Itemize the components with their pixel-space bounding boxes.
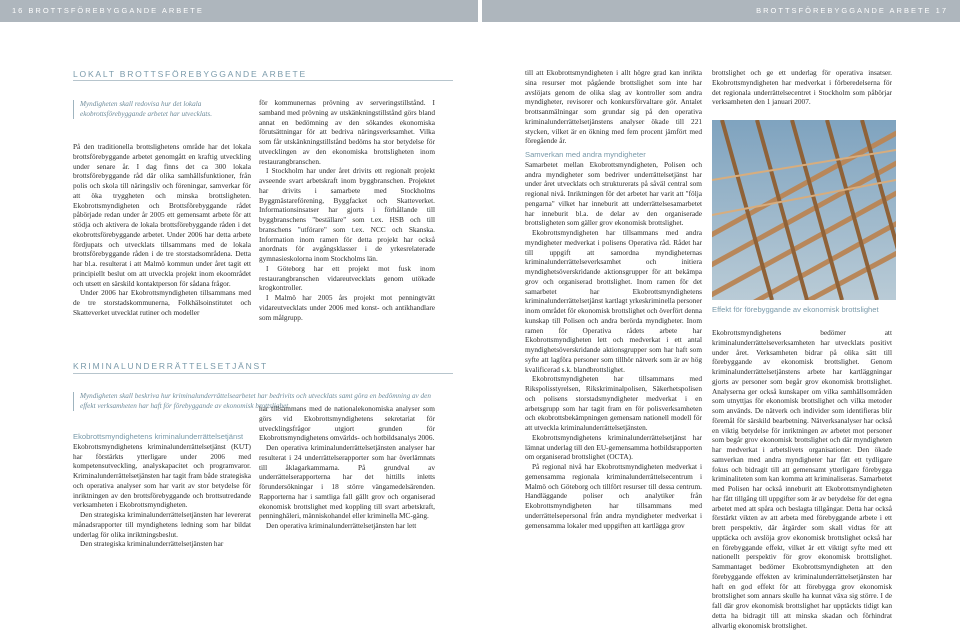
paragraph: har tillsammans med de nationalekonomiska analyser som görs vid Ekobrottsmyndighetens sekretariat för utvecklingsfrågor utgjort grunden för Ekobrottsmyndighetens omvärlds- och hotbildsanalys 2006. <box>259 404 435 443</box>
section-title-lokalt: LOKALT BROTTSFÖREBYGGANDE ARBETE <box>73 69 307 79</box>
paragraph: På den traditionella brottslighetens område har det lokala brottsförebyggande arbetet genomgått en kraftig utveckling under senare år. I dag finns det ca 300 lokala brottsförebyggande råd där olika samhällsfunktioner, från polis och skola till näringsliv och föreningar, samverkar för att öka tryggheten och minska brottsligheten. Ekobrottsmyndigheten och Brottsförebyggande rådet påbörjade redan under år 2005 ett gemensamt arbete för att stödja och aktivera de lokala brottsförebyggande råden i det ekobrottsförebyggande arbetet. Under 2006 har detta arbete fördjupats och utvecklats tillsammans med de lokala brottsförebyggande råden i de tre storstadsområdena. Detta har bl.a. resulterat i att Malmö kommun under året tagit ett principiellt beslut om att utveckla projekt inom ekoområdet och utsett en särskild kontaktperson för sådana frågor. <box>73 142 251 288</box>
section-divider <box>73 80 453 81</box>
header-left-text: 16 BROTTSFÖREBYGGANDE ARBETE <box>12 6 204 15</box>
paragraph: Den strategiska kriminalunderrättelsetjänsten har levererat månadsrapporter till myndighetens ledning som har bildat underlag för olika inriktningsbeslut. <box>73 510 251 539</box>
page-header-left <box>0 0 478 22</box>
text-column-2 <box>259 98 435 322</box>
paragraph: Ekobrottsmyndighetens bedömer att kriminalunderrättelseverksamheten har utvecklats positivt under året. Verksamheten bidrar på olika sätt till förebyggande av ekonomisk brottslighet. Genom kriminalunderrättelsetjänstens arbete har kartläggningar gjorts av personer som begår grov ekonomisk brottslighet. Analyserna ger också kunskaper om vilka samhällsområden som utnyttjas för ekonomisk brottslighet och vilka metoder som används. De nätverk och individer som identifieras blir föremål för särskild bearbetning. Nätverksanalyser har också en viktig betydelse för inriktningen av arbetet mot personer som begår grov ekonomisk brottslighet och där myndigheten har medverkat i arbetslivets organisationer. Den ökade samverkan med andra myndigheter har fått ett tydligare fokus och bidragit till att gemensamt ytterligare förebygga kriminaliteten som kan komma att kriminaliseras. Samarbetet med Polisen har också inneburit att Ekobrottsmyndigheten har fått tillgång till uppgifter som är av betydelse för det egna arbetet med att spåra och beslagta tillgångar. Detta har också förstärkt vikten av att arbeta med förebyggande arbete i ett brett perspektiv, där åtgärder som skall vidtas för att upptäcka och avslöja grov ekonomisk brottslighet också har en förebyggande effekt, vilket är ett viktigt syfte med ett nationellt perspektiv för grov ekonomisk brottslighet. Sammantaget bedömer Ekobrottsmyndigheten att den förebyggande effekten av kriminalunderrättelsetjänsten har haft en god effekt för att förebygga grov ekonomisk brottslighet som annars skulle ha kunnat växa sig större. I de fall där grov ekonomisk brottslighet har upptäckts tidigt kan detta ha bidragit till att minska skadan och förhindrat allvarlig ekonomisk brottslighet. <box>712 328 892 630</box>
section-intro: Myndigheten skall beskriva hur kriminalunderrättelsearbetet har bedrivits och utvecklats samt göra en bedömning av den effekt verksamheten har haft för förebyggande av ekonomisk brottslighet. <box>73 392 435 411</box>
subheading: Ekobrottsmyndighetens kriminalunderrättelsetjänst <box>73 432 244 441</box>
paragraph: Ekobrottsmyndigheten har tillsammans med andra myndigheter medverkat i polisens Operativa råd. Rådet har till uppgift att samordna myndigheternas kriminalunderrättelseverksamhet och initiera myndighetsöverskridande aktionsgrupper för att bekämpa grov och organiserad brottslighet. Inom ramen för det samarbetet har Ekobrottsmyndighetens kriminalunderrättelsetjänst kartlagt yrkeskriminella personer inom området för ekonomisk brottslighet och överfört denna kunskap till Polisen och andra berörda myndigheter. Inom ramen för Operativa rådets arbete har Ekobrottsmyndigheten lett och medverkat i ett antal myndighetsöverskridande aktionsgrupper som har haft som syfte att lagföra personer som tillhör nätverk som är av hög kvalificerad s.k. blandbrottslighet. <box>525 228 702 374</box>
paragraph: Ekobrottsmyndighetens kriminalunderrättelsetjänst (KUT) har förstärkts ytterligare under 2006 med kompetensutveckling, analyskapacitet och programvaror. Kriminalunderrättelsetjänsten har tagit fram både strategiska och operativa analyser som har varit av stor betydelse för inriktningen av den brottsförebyggande och brottsutredande verksamheten i Ekobrottsmyndigheten. <box>73 441 251 510</box>
paragraph: för kommunernas prövning av serveringstillstånd. I samband med prövning av utskänkningstillstånd görs bland annat en bedömning av den sökandes ekonomiska förutsättningar för att bedriva näringsverksamhet. Vilka som får utskänkningstillstånd bedöms ha stor betydelse för utvecklingen av den ekonomiska brottsligheten inom restaurangbranschen. <box>259 98 435 166</box>
construction-photo <box>712 120 896 300</box>
text-column-2b <box>259 404 435 531</box>
paragraph: I Göteborg har ett projekt mot fusk inom restaurangbranschen vidareutvecklats genom utökade krogkontroller. <box>259 263 435 293</box>
page-header-right <box>482 0 960 22</box>
photo-caption: Effekt för förebyggande av ekonomisk brottslighet <box>712 305 879 314</box>
paragraph: Ekobrottsmyndighetens kriminalunderrättelsetjänst har lämnat underlag till den EU-gemensamma hotbildsrapporten om organiserad brottslighet (OCTA). <box>525 432 702 462</box>
paragraph: Under 2006 har Ekobrottsmyndigheten tillsammans med de tre storstadskommunerna, Folkhälsoinstitutet och Skatteverket utvecklat rutiner och modeller <box>73 288 251 317</box>
text-column-4b <box>712 328 892 630</box>
timber-frame-image <box>712 120 896 300</box>
paragraph: Den operativa kriminalunderrättelsetjänsten har lett <box>266 521 417 530</box>
section-intro: Myndigheten skall redovisa hur det lokala ekobrottsförebyggande arbetet har utvecklats. <box>73 100 253 119</box>
paragraph: Samarbetet mellan Ekobrottsmyndigheten, Polisen och andra myndigheter som bedriver underrättelsetjänst har under året utvecklats och strukturerats på såväl central som regional nivå. Inriktningen för det arbetet har varit att "följa pengarna" vilket har inneburit att underrättelsesamarbetet har inneburit bl.a. de delar av den organiserade brottsligheten som gäller grov ekonomisk brottslighet. <box>525 159 702 228</box>
paragraph: till att Ekobrottsmyndigheten i allt högre grad kan inrikta sina resurser mot pågående brottslighet som inte har avslöjats genom de olika slag av kontroller som andra myndigheter, revisorer och konkursförvaltare gör. Antalet brottsanmälningar som grundar sig på den operativa kriminalunderrättelsetjänstens analyser ökade till 221 stycken, vilket är en ökning med fem procent jämfört med föregående år. <box>525 68 702 146</box>
text-column-3 <box>525 68 702 530</box>
header-right-text: BROTTSFÖREBYGGANDE ARBETE 17 <box>756 6 948 15</box>
text-column-4 <box>712 68 892 107</box>
subheading: Samverkan med andra myndigheter <box>525 150 646 159</box>
section-divider <box>73 373 453 374</box>
paragraph: I Stockholm har under året drivits ett regionalt projekt avseende svart arbetskraft inom byggbranschen. Projektet har drivits i samarbete med Stockholms Byggmästareförening, Byggfacket och Skatteverket. Informationsinsatser har gjorts i förhållande till byggbranschens "beställare" som t.ex. HSB och till branschens "utförare" som t.ex. NCC och Skanska. Information inom ramen för detta projekt har också anordnats för avgångsklasser i de yrkesrelaterade gymnasieskolorna inom Stockholms län. <box>259 166 435 263</box>
paragraph: Den operativa kriminalunderrättelsetjänsten analyser har resulterat i 24 underrättelserapporter som har överlämnats till åklagarkammarna. På grundval av underrättelserapporterna har det hittills inletts förundersökningar i 18 större vängamedelsärenden. Rapporterna har i samtliga fall gällt grov och organiserad ekonomisk brottslighet med koppling till svart arbetskraft, penninghäleri, människohandel eller kriminella MC-gäng. <box>259 443 435 521</box>
paragraph: Den strategiska kriminalunderrättelsetjänsten har <box>80 539 224 549</box>
paragraph: brottslighet och ge ett underlag för operativa insatser. Ekobrottsmyndigheten har medverkat i förberedelserna för det regionala underrättelsecentret i Stockholm som påbörjar verksamheten den 1 januari 2007. <box>712 68 892 107</box>
paragraph: På regional nivå har Ekobrottsmyndigheten medverkat i gemensamma regionala kriminalunderrättelsecentrum i Malmö och Göteborg och tillfört resurser till dessa centrum. Handläggande poliser och analytiker från Ekobrottsmyndigheten har tillsammans med underrättelsepersonal från andra myndigheter medverkat i gemensamma lokaler med uppgiften att kartlägga grov <box>525 462 702 530</box>
section-title-kriminalunderrattelsetjanst: KRIMINALUNDERRÄTTELSETJÄNST <box>73 361 269 371</box>
text-column-1 <box>73 142 251 318</box>
paragraph: I Malmö har 2005 års projekt mot penningtvätt vidareutvecklats under 2006 med konst- och antikhandlare som målgrupp. <box>259 293 435 322</box>
text-column-1b <box>73 432 251 549</box>
paragraph: Ekobrottsmyndigheten har tillsammans med Rikspolisstyrelsen, Rikskriminalpolisen, Säkerhetspolisen och polisens storstadsmyndigheter medverkat i en arbetsgrupp som har tagit fram en för polisverksamheten och ekobrottsbekämpningen gemensam nationell modell för att utveckla kriminalunderrättelsetjänsten. <box>525 374 702 433</box>
